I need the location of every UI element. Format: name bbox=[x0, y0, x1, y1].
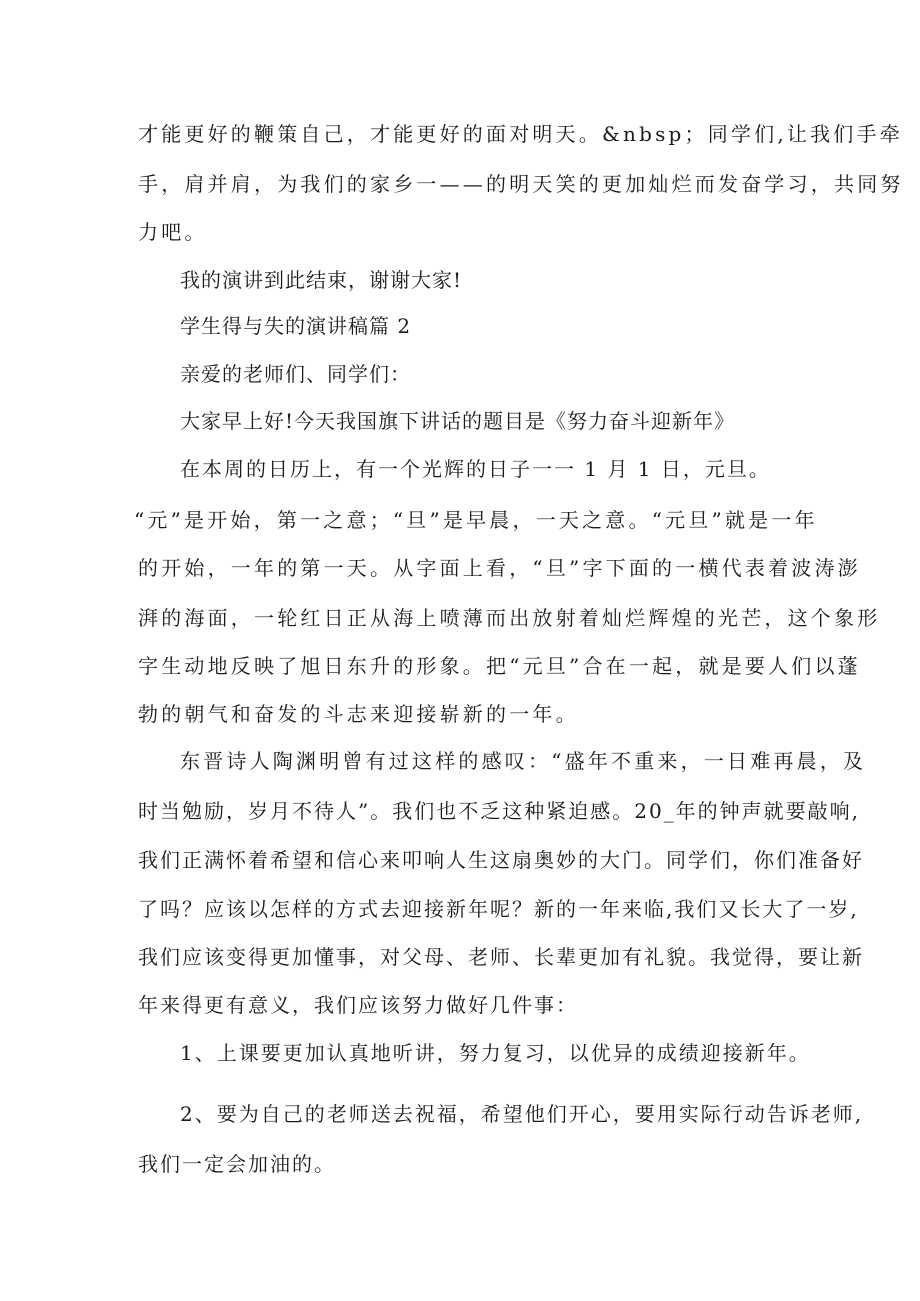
paragraph-line: “元”是开始，第一之意；“旦”是早晨，一天之意。“元旦”就是一年 bbox=[134, 508, 818, 532]
paragraph-line: 的开始，一年的第一天。从字面上看，“旦”字下面的一横代表着波涛澎 bbox=[138, 556, 861, 580]
paragraph-line: 时当勉励，岁月不待人”。我们也不乏这种紧迫感。20_年的钟声就要敲响, bbox=[138, 799, 861, 823]
paragraph-line: 东晋诗人陶渊明曾有过这样的感叹：“盛年不重来，一日难再晨，及 bbox=[180, 749, 867, 773]
paragraph-line: 大家早上好!今天我国旗下讲话的题目是《努力奋斗迎新年》 bbox=[180, 409, 736, 433]
salutation: 亲爱的老师们、同学们： bbox=[180, 362, 411, 386]
paragraph-line: 手，肩并肩，为我们的家乡一——的明天笑的更加灿烂而发奋学习，共同努 bbox=[138, 172, 904, 196]
paragraph-line: 在本周的日历上，有一个光辉的日子一一 1 月 1 日，元旦。 bbox=[180, 457, 771, 481]
paragraph-line: 我们应该变得更加懂事，对父母、老师、长辈更加有礼貌。我觉得，要让新 bbox=[138, 945, 864, 969]
list-item: 1、上课要更加认真地听讲，努力复习，以优异的成绩迎接新年。 bbox=[180, 1041, 811, 1065]
paragraph-line: 我们一定会加油的。 bbox=[138, 1152, 336, 1176]
paragraph-line: 才能更好的鞭策自己，才能更好的面对明天。&nbsp；同学们,让我们手牵 bbox=[138, 122, 903, 146]
paragraph-line: 年来得更有意义，我们应该努力做好几件事： bbox=[138, 993, 578, 1017]
paragraph-line: 勃的朝气和奋发的斗志来迎接崭新的一年。 bbox=[138, 702, 579, 726]
paragraph-line: 我们正满怀着希望和信心来叩响人生这扇奥妙的大门。同学们，你们准备好 bbox=[138, 848, 864, 872]
closing-line: 我的演讲到此结束，谢谢大家! bbox=[180, 268, 463, 292]
paragraph-line: 力吧。 bbox=[138, 220, 208, 244]
paragraph-line: 字生动地反映了旭日东升的形象。把“元旦”合在一起，就是要人们以蓬 bbox=[138, 654, 861, 678]
section-title: 学生得与失的演讲稿篇 2 bbox=[180, 314, 412, 338]
list-item: 2、要为自己的老师送去祝福，希望他们开心，要用实际行动告诉老师, bbox=[180, 1102, 864, 1126]
paragraph-line: 了吗？应该以怎样的方式去迎接新年呢？新的一年来临,我们又长大了一岁, bbox=[138, 897, 859, 921]
paragraph-line: 湃的海面，一轮红日正从海上喷薄而出放射着灿烂辉煌的光芒，这个象形 bbox=[138, 606, 881, 630]
